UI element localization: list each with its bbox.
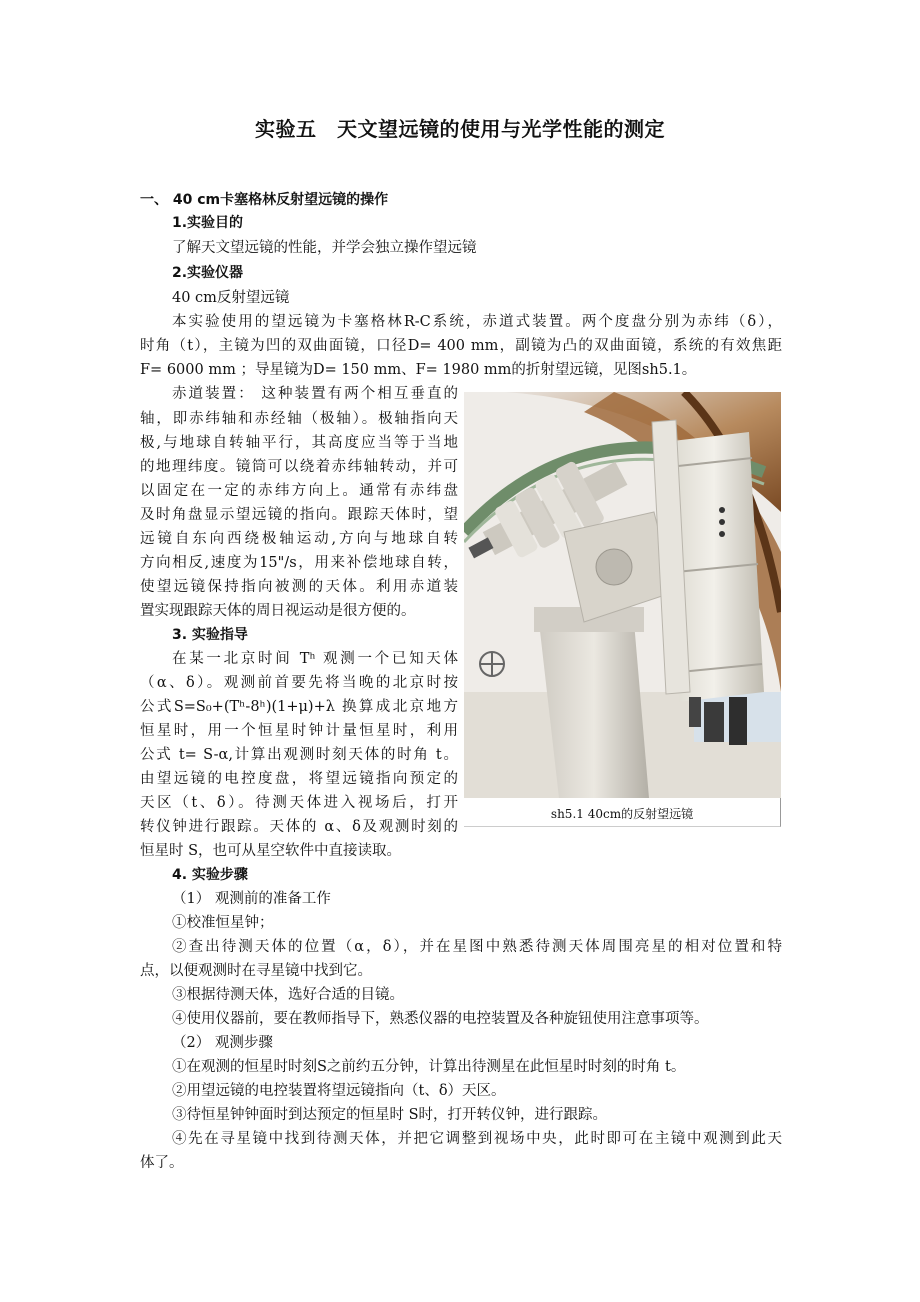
- telescope-photo: [464, 392, 781, 798]
- instrument-heading: 2.实验仪器: [172, 265, 244, 281]
- figure-caption: sh5.1 40cm的反射望远镜: [550, 807, 694, 821]
- guide-line: 转仪钟进行跟踪。天体的 α、δ及观测时刻的: [140, 819, 458, 835]
- prep-step: ③根据待测天体，选好合适的目镜。: [172, 987, 404, 1003]
- page-title: 实验五 天文望远镜的使用与光学性能的测定: [255, 117, 665, 141]
- prep-step: ①校准恒星钟；: [172, 915, 274, 931]
- guide-line: 在某一北京时间 Tʰ 观测一个已知天体: [172, 651, 458, 667]
- mount-line: 使望远镜保持指向被测的天体。利用赤道装: [140, 579, 458, 595]
- obs-step: ②用望远镜的电控装置将望远镜指向（t、δ）天区。: [172, 1083, 506, 1099]
- steps-heading: 4. 实验步骤: [172, 867, 248, 883]
- mount-line: 远镜自东向西绕极轴运动,方向与地球自转: [140, 531, 458, 547]
- obs-step: ③待恒星钟钟面时到达预定的恒星时 S时，打开转仪钟，进行跟踪。: [172, 1107, 608, 1123]
- mount-line: 极,与地球自转轴平行，其高度应当等于当地: [140, 435, 458, 451]
- mount-line: 赤道装置： 这种装置有两个相互垂直的: [172, 386, 458, 402]
- mount-line: 以固定在一定的赤纬方向上。通常有赤纬盘: [140, 483, 458, 499]
- guide-line: 恒星时，用一个恒星时钟计量恒星时，利用: [140, 723, 458, 739]
- prep-step: ④使用仪器前，要在教师指导下，熟悉仪器的电控装置及各种旋钮使用注意事项等。: [172, 1011, 709, 1027]
- telescope-illustration: [464, 392, 781, 798]
- obs-step-cont: 体了。: [140, 1155, 184, 1171]
- desc-line: 本实验使用的望远镜为卡塞格林R-C系统，赤道式装置。两个度盘分别为赤纬（δ），: [172, 314, 782, 330]
- mount-line: 及时角盘显示望远镜的指向。跟踪天体时，望: [140, 507, 458, 523]
- guide-line: 天区（t、δ）。待测天体进入视场后，打开: [140, 795, 458, 811]
- guide-line: 恒星时 S，也可从星空软件中直接读取。: [140, 843, 402, 859]
- mount-line: 轴，即赤纬轴和赤经轴（极轴）。极轴指向天: [140, 411, 458, 427]
- purpose-heading: 1.实验目的: [172, 215, 244, 231]
- guide-line: 由望远镜的电控度盘，将望远镜指向预定的: [140, 771, 458, 787]
- obs-step: ④先在寻星镜中找到待测天体，并把它调整到视场中央，此时即可在主镜中观测到此天: [172, 1131, 782, 1147]
- guide-line: （α、δ）。观测前首要先将当晚的北京时按: [140, 675, 458, 691]
- obs-heading: （2） 观测步骤: [172, 1035, 273, 1051]
- guide-line: 公式S=S₀+(Tʰ-8ʰ)(1+μ)+λ 换算成北京地方: [140, 699, 458, 715]
- guide-line: 公式 t= S-α,计算出观测时刻天体的时角 t。: [140, 747, 458, 763]
- mount-line: 的地理纬度。镜筒可以绕着赤纬轴转动，并可: [140, 459, 458, 475]
- prep-step-cont: 点，以便观测时在寻星镜中找到它。: [140, 963, 372, 979]
- guide-heading: 3. 实验指导: [172, 627, 248, 643]
- mount-line: 方向相反,速度为15"/s，用来补偿地球自转，: [140, 555, 458, 571]
- obs-step: ①在观测的恒星时时刻S之前约五分钟，计算出待测星在此恒星时时刻的时角 t。: [172, 1059, 686, 1075]
- purpose-text: 了解天文望远镜的性能，并学会独立操作望远镜: [172, 240, 477, 256]
- prep-step: ②查出待测天体的位置（α，δ），并在星图中熟悉待测天体周围亮星的相对位置和特: [172, 939, 782, 955]
- desc-line: F= 6000 mm ；导星镜为D= 150 mm、F= 1980 mm的折射望远镜，见图sh5.1。: [140, 362, 697, 378]
- instrument-text: 40 cm反射望远镜: [172, 290, 290, 306]
- prep-heading: （1） 观测前的准备工作: [172, 891, 331, 907]
- mount-line: 置实现跟踪天体的周日视运动是很方便的。: [140, 603, 416, 619]
- section-heading: 一、 40 cm卡塞格林反射望远镜的操作: [140, 192, 389, 208]
- desc-line: 时角（t），主镜为凹的双曲面镜，口径D= 400 mm，副镜为凸的双曲面镜，系统的有效焦距: [140, 338, 782, 354]
